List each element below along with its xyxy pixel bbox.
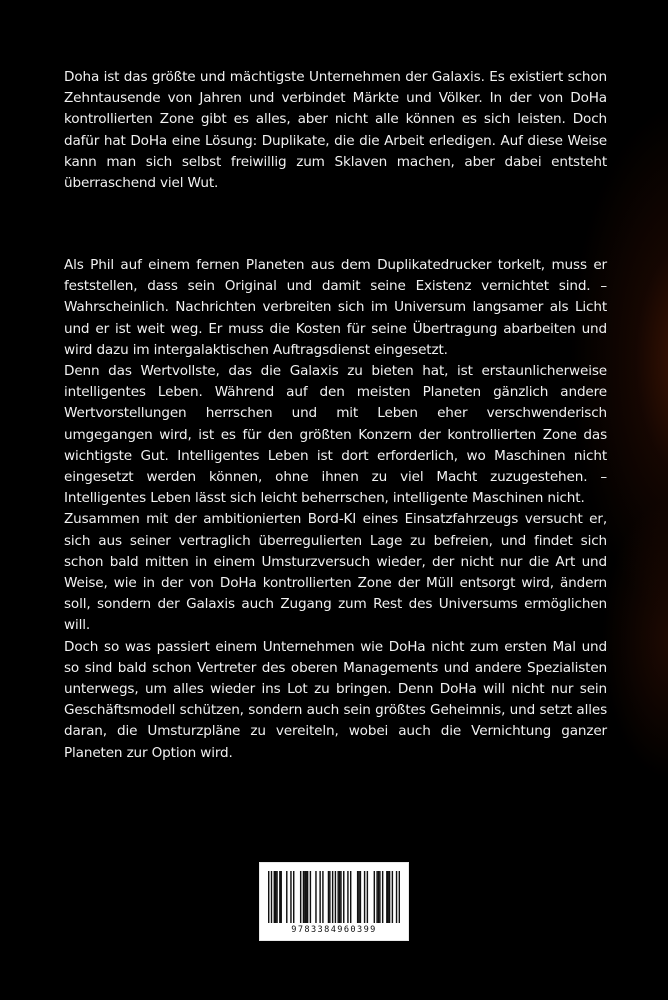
barcode-bar	[275, 871, 276, 923]
barcode-bar	[290, 871, 291, 923]
barcode-bar	[300, 871, 301, 923]
barcode-bar	[274, 871, 275, 923]
story-paragraph-1: Als Phil auf einem fernen Planeten aus dem Duplikatedrucker torkelt, muss er feststellen, dass sein Original und damit seine Existenz vernichtet sind. – Wahrscheinlich. Nachrichten verbreiten sich im Universum langsamer als Licht und er ist weit weg. Er muss die Kosten für seine Übertragung abarbeiten und wird dazu im intergalaktischen Auftragsdienst eingesetzt.	[64, 257, 607, 358]
barcode-bar	[364, 871, 365, 923]
barcode-bar	[357, 871, 358, 923]
story-text	[64, 255, 607, 764]
story-paragraph-3: Zusammen mit der ambitionierten Bord-KI eines Einsatzfahrzeugs versucht er, sich aus seiner vertraglich überregulierten Lage zu befreien, und findet sich schon bald mitten in einem Umsturzversuch wieder, der nicht nur die Art und Weise, wie in der von DoHa kontrollierten Zone der Müll entsorgt wird, ändern soll, sondern der Galaxis auch Zugang zum Rest des Universums ermöglichen will.	[64, 511, 607, 634]
barcode-bar	[319, 871, 320, 923]
barcode-bar	[281, 871, 282, 923]
barcode-bar	[392, 871, 393, 923]
isbn-number: 9783384960399	[291, 925, 377, 935]
barcode-bar	[350, 871, 351, 923]
barcode-bar	[399, 871, 400, 923]
barcode-bar	[374, 871, 375, 923]
barcode-bar	[315, 871, 316, 923]
barcode-bar	[329, 871, 330, 923]
barcode-bar	[307, 871, 308, 923]
barcode-bar	[386, 871, 387, 923]
barcode-bars	[268, 871, 400, 923]
barcode-bar	[322, 871, 323, 923]
barcode-bar	[343, 871, 344, 923]
intro-paragraph: Doha ist das größte und mächtigste Unternehmen der Galaxis. Es existiert schon Zehntausende von Jahren und verbindet Märkte und Völker. In der von DoHa kontrollierten Zone gibt es alles, aber nicht alle können es sich leisten. Doch dafür hat DoHa eine Lösung: Duplikate, die die Arbeit erledigen. Auf diese Weise kann man sich selbst freiwillig zum Sklaven machen, aber dabei entsteht überraschend viel Wut.	[64, 69, 607, 192]
barcode-bar	[378, 871, 379, 923]
barcode-bar	[328, 871, 329, 923]
barcode-bar	[303, 871, 304, 923]
barcode-bar	[360, 871, 361, 923]
barcode-bar	[358, 871, 359, 923]
barcode-bar	[276, 871, 277, 923]
barcode-bar	[347, 871, 348, 923]
isbn-barcode	[259, 862, 409, 941]
barcode-bar	[293, 871, 294, 923]
barcode-bar	[332, 871, 333, 923]
barcode-bar	[337, 871, 338, 923]
barcode-bar	[310, 871, 311, 923]
barcode-bar	[304, 871, 305, 923]
barcode-bar	[286, 871, 287, 923]
barcode-bar	[339, 871, 340, 923]
barcode-bar	[306, 871, 307, 923]
barcode-bar	[387, 871, 388, 923]
barcode-bar	[335, 871, 336, 923]
barcode-bar	[382, 871, 383, 923]
barcode-bar	[389, 871, 390, 923]
barcode-bar	[376, 871, 377, 923]
barcode-bar	[379, 871, 380, 923]
barcode-bar	[396, 871, 397, 923]
barcode-bar	[340, 871, 341, 923]
story-paragraph-4: Doch so was passiert einem Unternehmen wie DoHa nicht zum ersten Mal und so sind bald schon Vertreter des oberen Managements und andere Spezialisten unterwegs, um alles wieder ins Lot zu bringen. Denn DoHa will nicht nur sein Geschäftsmodell schützen, sondern auch sein größtes Geheimnis, und setzt alles daran, die Umsturzpläne zu vereiteln, wobei auch die Vernichtung ganzer Planeten zur Option wird.	[64, 638, 607, 761]
barcode-bar	[268, 871, 269, 923]
barcode-bar	[279, 871, 280, 923]
story-paragraph-2: Denn das Wertvollste, das die Galaxis zu bieten hat, ist erstaunlicherweise intelligentes Leben. Während auf den meisten Planeten gänzlich andere Wertvorstellungen herrschen und mit Leben eher verschwenderisch umgegangen wird, ist es für den größten Konzern der kontrollierten Zone das wichtigste Gut. Intelligentes Leben ist dort erforderlich, wo Maschinen nicht eingesetzt werden können, ohne ihnen zu viel Macht zuzugestehen. – Intelligentes Leben lässt sich leicht beherrschen, intelligente Maschinen nicht.	[64, 363, 607, 507]
barcode-bar	[367, 871, 368, 923]
barcode-bar	[271, 871, 272, 923]
